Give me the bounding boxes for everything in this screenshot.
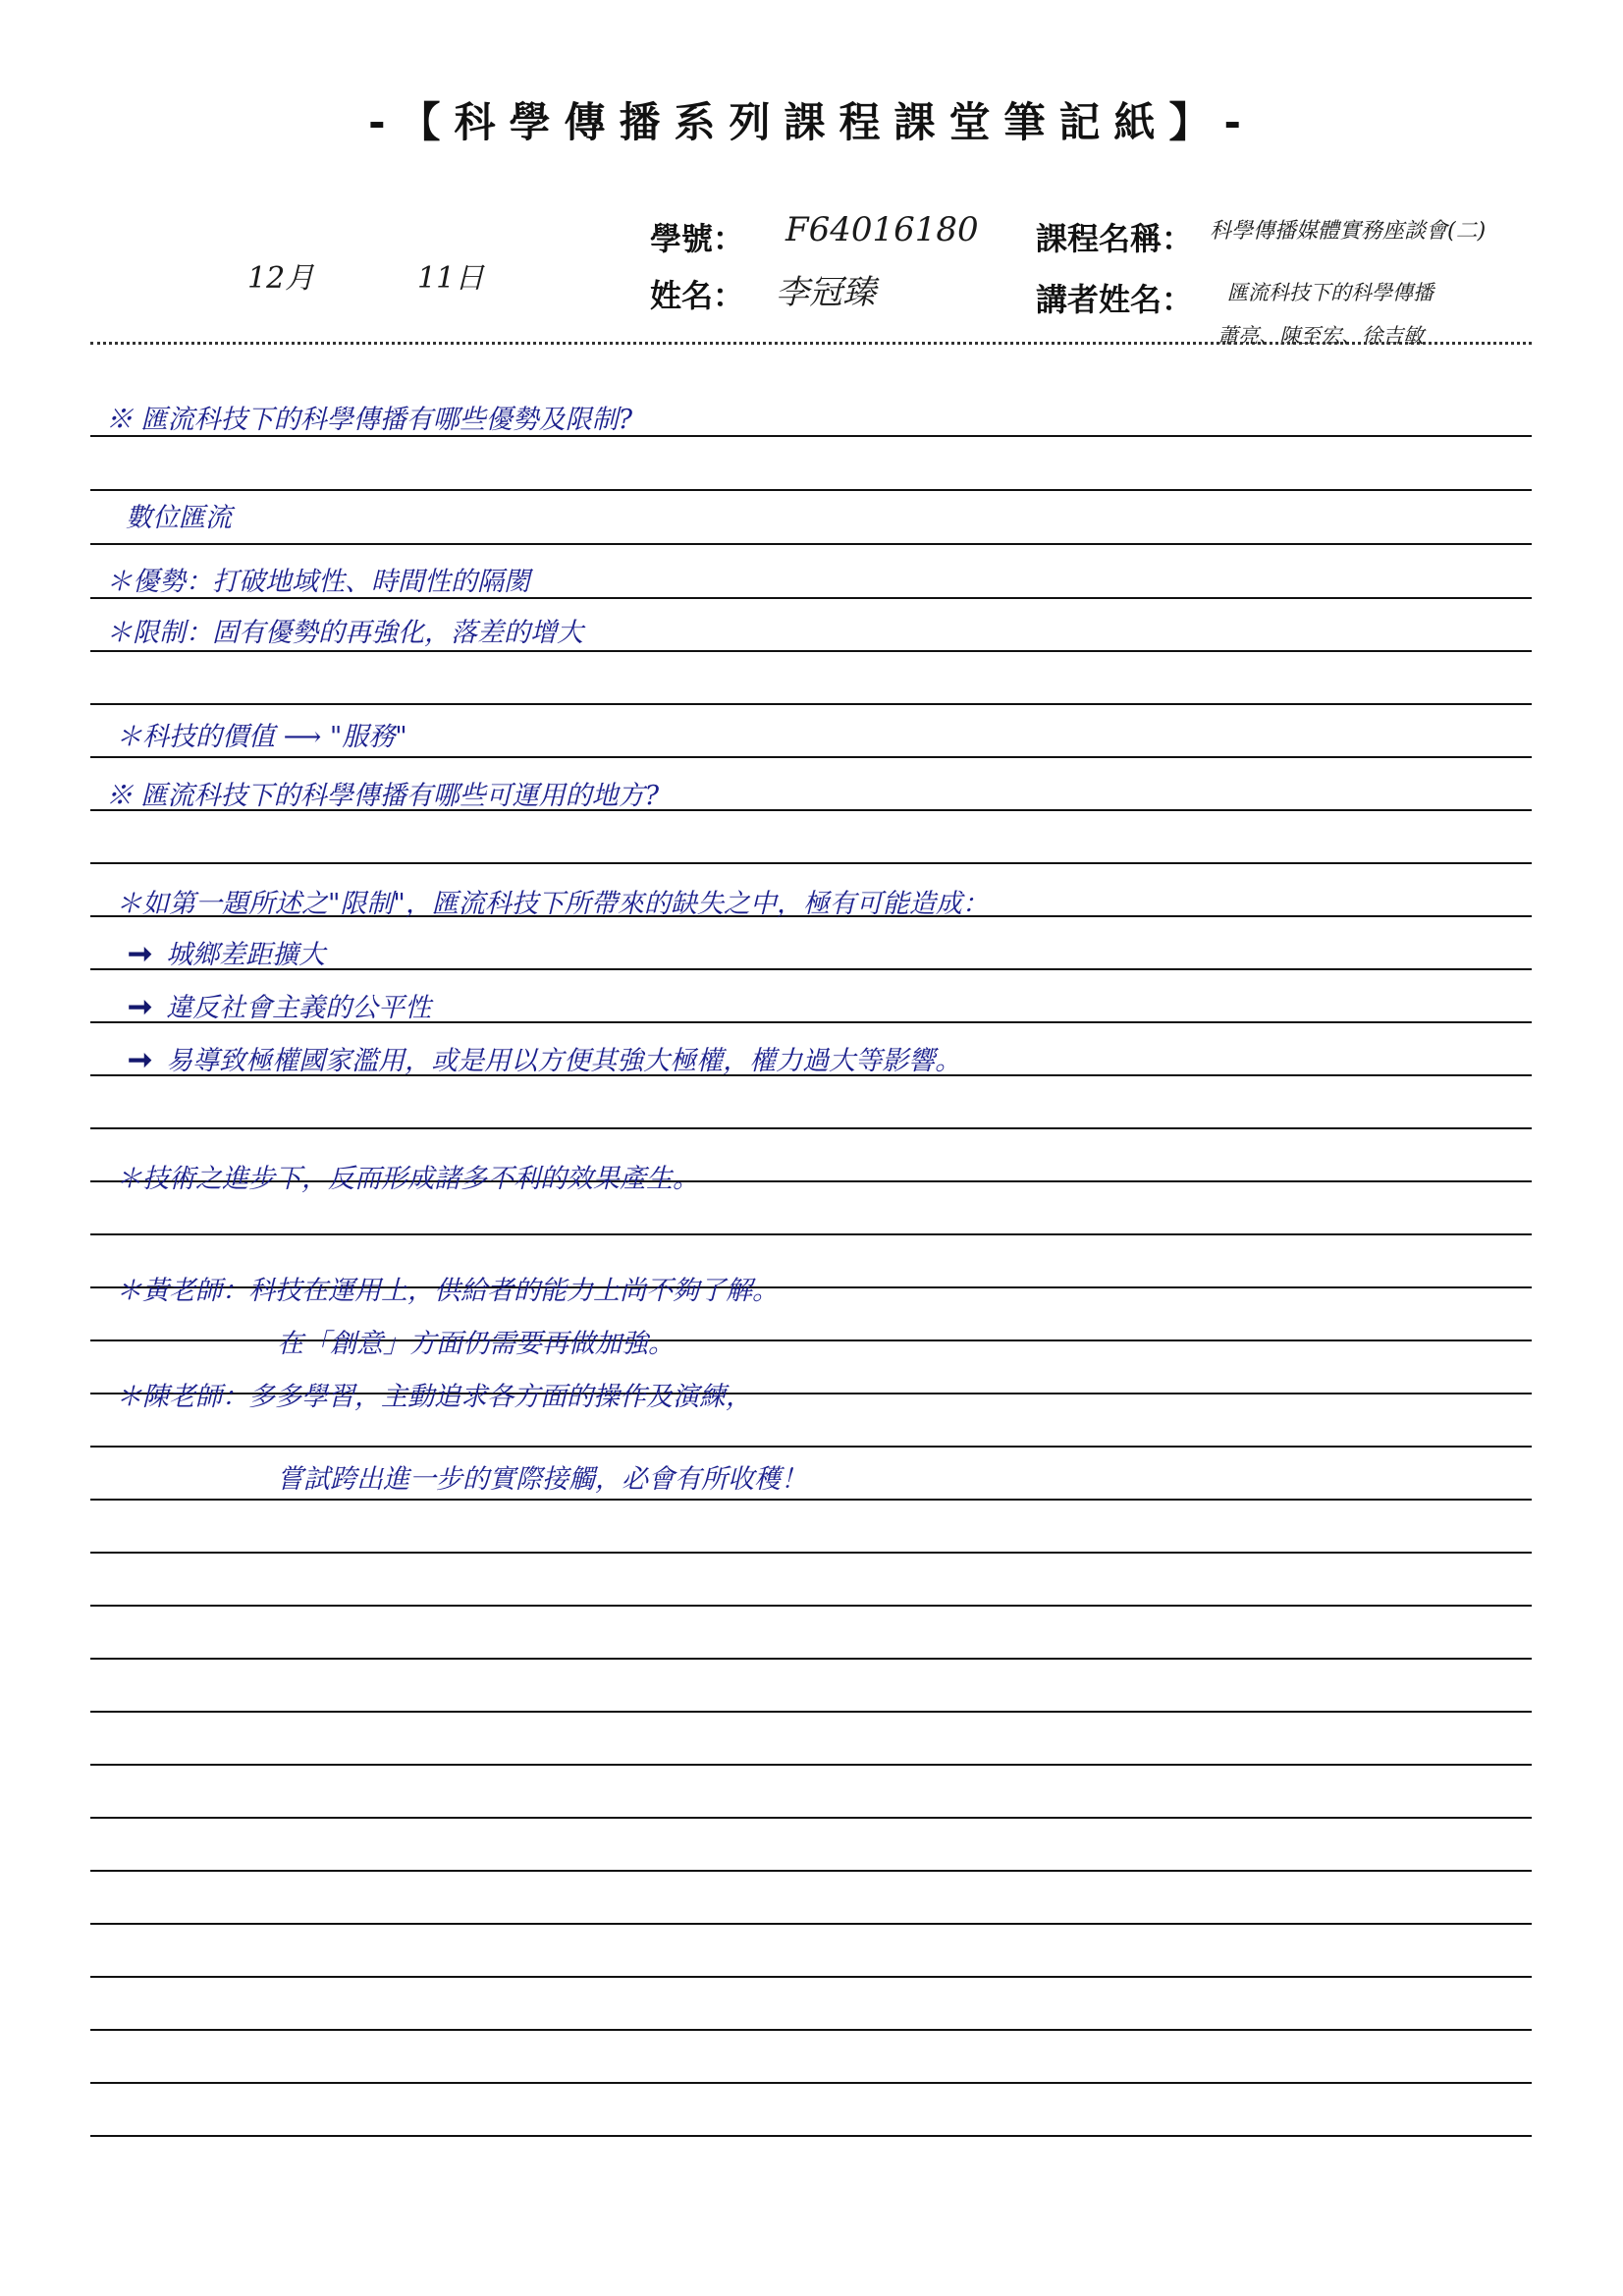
speaker-value-topic: 匯流科技下的科學傳播 (1227, 281, 1434, 304)
note-effect-1 (128, 933, 325, 971)
note-limitations: ＊限制：固有優勢的再強化，落差的增大 (106, 618, 583, 648)
header-separator (90, 342, 1532, 345)
note-tech-value: ＊科技的價值 ⟶ "服務" (116, 722, 407, 752)
date-month: 12月 (247, 261, 315, 296)
note-advantages: ＊優勢：打破地域性、時間性的隔閡 (106, 567, 530, 597)
arrow-icon: ➞ (128, 1043, 153, 1077)
effect-2-text: 違反社會主義的公平性 (166, 993, 432, 1023)
effect-3-text: 易導致極權國家濫用，或是用以方便其強大極權，權力過大等影響。 (166, 1046, 962, 1076)
note-teacher-huang-2: 在「創意」方面仍需要再做加強。 (277, 1329, 675, 1359)
date-day: 11日 (417, 261, 485, 296)
student-id-value: F64016180 (785, 210, 979, 249)
effect-1-text: 城鄉差距擴大 (166, 940, 326, 970)
course-value: 科學傳播媒體實務座談會(二) (1210, 219, 1487, 244)
arrow-icon: ➞ (128, 990, 153, 1024)
note-tech-progress: ＊技術之進步下，反而形成諸多不利的效果產生。 (116, 1164, 699, 1194)
name-value: 李冠臻 (776, 273, 876, 312)
student-id-label: 學號： (650, 220, 745, 257)
note-teacher-chen-2: 嘗試跨出進一步的實際接觸，必會有所收穫！ (277, 1464, 807, 1495)
note-effect-3 (128, 1039, 961, 1077)
page-title: -【科學傳播系列課程課堂筆記紙】- (368, 98, 1255, 146)
note-limitation-effects: ＊如第一題所述之"限制"，匯流科技下所帶來的缺失之中，極有可能造成： (116, 889, 989, 919)
course-label: 課程名稱： (1036, 220, 1194, 257)
name-label: 姓名： (650, 277, 745, 314)
note-effect-2 (128, 986, 431, 1024)
note-digital-convergence: 數位匯流 (126, 503, 232, 533)
speaker-value-names: 蕭亮、陳至宏、徐吉敏 (1217, 324, 1424, 348)
note-teacher-chen: ＊陳老師：多多學習，主動追求各方面的操作及演練， (116, 1382, 752, 1412)
note-teacher-huang: ＊黃老師：科技在運用上，供給者的能力上尚不夠了解。 (116, 1276, 779, 1306)
speaker-label: 講者姓名： (1036, 281, 1194, 318)
arrow-icon: ➞ (128, 937, 153, 971)
note-question-2: ※ 匯流科技下的科學傳播有哪些可運用的地方? (106, 781, 660, 811)
note-question-1: ※ 匯流科技下的科學傳播有哪些優勢及限制? (106, 405, 633, 435)
